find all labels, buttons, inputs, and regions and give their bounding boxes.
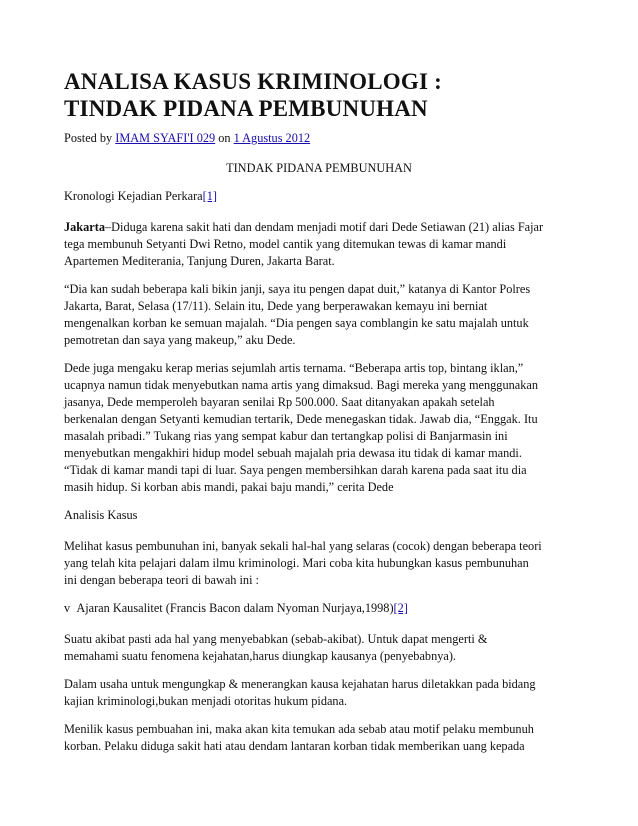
kronologi-label: Kronologi Kejadian Perkara <box>64 189 203 203</box>
document-page <box>64 68 574 766</box>
paragraph-1-line-1 <box>64 219 574 236</box>
bullet-marker: v <box>64 601 71 615</box>
footnote-link-2[interactable]: [2] <box>393 601 408 615</box>
bullet-text: Ajaran Kausalitet (Francis Bacon dalam Nyoman Nurjaya,1998) <box>76 601 394 615</box>
paragraph-1-line: Apartemen Mediterania, Tanjung Duren, Jakarta Barat. <box>64 254 335 268</box>
paragraph-6-line: kajian kriminologi,bukan menjadi otoritas hukum pidana. <box>64 694 348 708</box>
paragraph-2-line: “Dia kan sudah beberapa kali bikin janji, saya itu pengen dapat duit,” katanya di Kantor Polres <box>64 282 531 296</box>
post-title-line-2: TINDAK PIDANA PEMBUNUHAN <box>64 96 428 121</box>
paragraph-3-line: ucapnya namun tidak menyebutkan nama artis yang dimaksud. Bagi mereka yang menggunakan <box>64 378 538 392</box>
paragraph-2-line: mengenalkan korban ke semuan majalah. “Dia pengen saya comblangin ke satu majalah untuk <box>64 316 529 330</box>
paragraph-3-line: “Tidak di kamar mandi tapi di luar. Saya pengen membersihkan darah karena pada saat itu dia <box>64 463 527 477</box>
paragraph-6 <box>64 676 574 710</box>
on-label: on <box>218 131 231 145</box>
paragraph-4-line: Melihat kasus pembunuhan ini, banyak sekali hal-hal yang selaras (cocok) dengan beberapa teori <box>64 539 542 553</box>
paragraph-2-line: pemotretan dan saya yang makeup,” aku Dede. <box>64 333 296 347</box>
paragraph-3-line: berkenalan dengan Setyanti kemudian tertarik, Dede menegaskan tidak. Jawab dia, “Enggak. Itu <box>64 412 538 426</box>
bullet-item <box>64 600 574 617</box>
author-link[interactable]: IMAM SYAFI'I 029 <box>115 131 216 145</box>
paragraph-4 <box>64 538 574 589</box>
paragraph-3 <box>64 360 574 496</box>
paragraph-7-line: Menilik kasus pembuahan ini, maka akan kita temukan ada sebab atau motif pelaku membunuh <box>64 722 534 736</box>
paragraph-5-line: Suatu akibat pasti ada hal yang menyebabkan (sebab-akibat). Untuk dapat mengerti & <box>64 632 488 646</box>
post-meta <box>64 130 574 147</box>
paragraph-3-line: jasanya, Dede memperoleh bayaran senilai Rp 500.000. Saat ditanyakan apakah setelah <box>64 395 495 409</box>
paragraph-5-line: memahami suatu fenomena kejahatan,harus diungkap kausanya (penyebabnya). <box>64 649 456 663</box>
center-heading: TINDAK PIDANA PEMBUNUHAN <box>226 161 412 175</box>
paragraph-2-line: Jakarta, Barat, Selasa (17/11). Selain itu, Dede yang berperawakan kemayu ini berniat <box>64 299 488 313</box>
post-title <box>64 68 574 122</box>
paragraph-3-line: Dede juga mengaku kerap merias sejumlah artis ternama. “Beberapa artis top, bintang iklan,” <box>64 361 524 375</box>
date-link[interactable]: 1 Agustus 2012 <box>233 131 311 145</box>
posted-by-label: Posted by <box>64 131 113 145</box>
analisis-heading: Analisis Kasus <box>64 508 138 522</box>
dateline-bold: Jakarta <box>64 220 105 234</box>
paragraph-7-line: korban. Pelaku diduga sakit hati atau dendam lantaran korban tidak memberikan uang kepada <box>64 739 525 753</box>
paragraph-4-line: ini dengan beberapa teori di bawah ini : <box>64 573 259 587</box>
paragraph-1-line: tega membunuh Setyanti Dwi Retno, model cantik yang ditemukan tewas di kamar mandi <box>64 237 507 251</box>
paragraph-3-line: masalah pribadi.” Tukang rias yang sempat kabur dan tertangkap polisi di Banjarmasin ini <box>64 429 508 443</box>
paragraph-7 <box>64 721 574 755</box>
paragraph-1-line-1-text: –Diduga karena sakit hati dan dendam menjadi motif dari Dede Setiawan (21) alias Fajar <box>105 220 544 234</box>
kronologi-heading <box>64 188 574 205</box>
paragraph-2 <box>64 281 574 349</box>
paragraph-6-line: Dalam usaha untuk mengungkap & menerangkan kausa kejahatan harus diletakkan pada bidang <box>64 677 536 691</box>
paragraph-5 <box>64 631 574 665</box>
post-title-line-1: ANALISA KASUS KRIMINOLOGI : <box>64 69 442 94</box>
paragraph-3-line: masih hidup. Si korban abis mandi, pakai baju mandi,” cerita Dede <box>64 480 394 494</box>
paragraph-3-line: menyebutkan mengakhiri hidup model sebuah majalah pria dewasa itu tidak di kamar mandi. <box>64 446 522 460</box>
paragraph-1 <box>64 219 574 270</box>
footnote-link-1[interactable]: [1] <box>202 189 217 203</box>
paragraph-4-line: yang telah kita pelajari dalam ilmu kriminologi. Mari coba kita hubungkan kasus pembunuhan <box>64 556 529 570</box>
